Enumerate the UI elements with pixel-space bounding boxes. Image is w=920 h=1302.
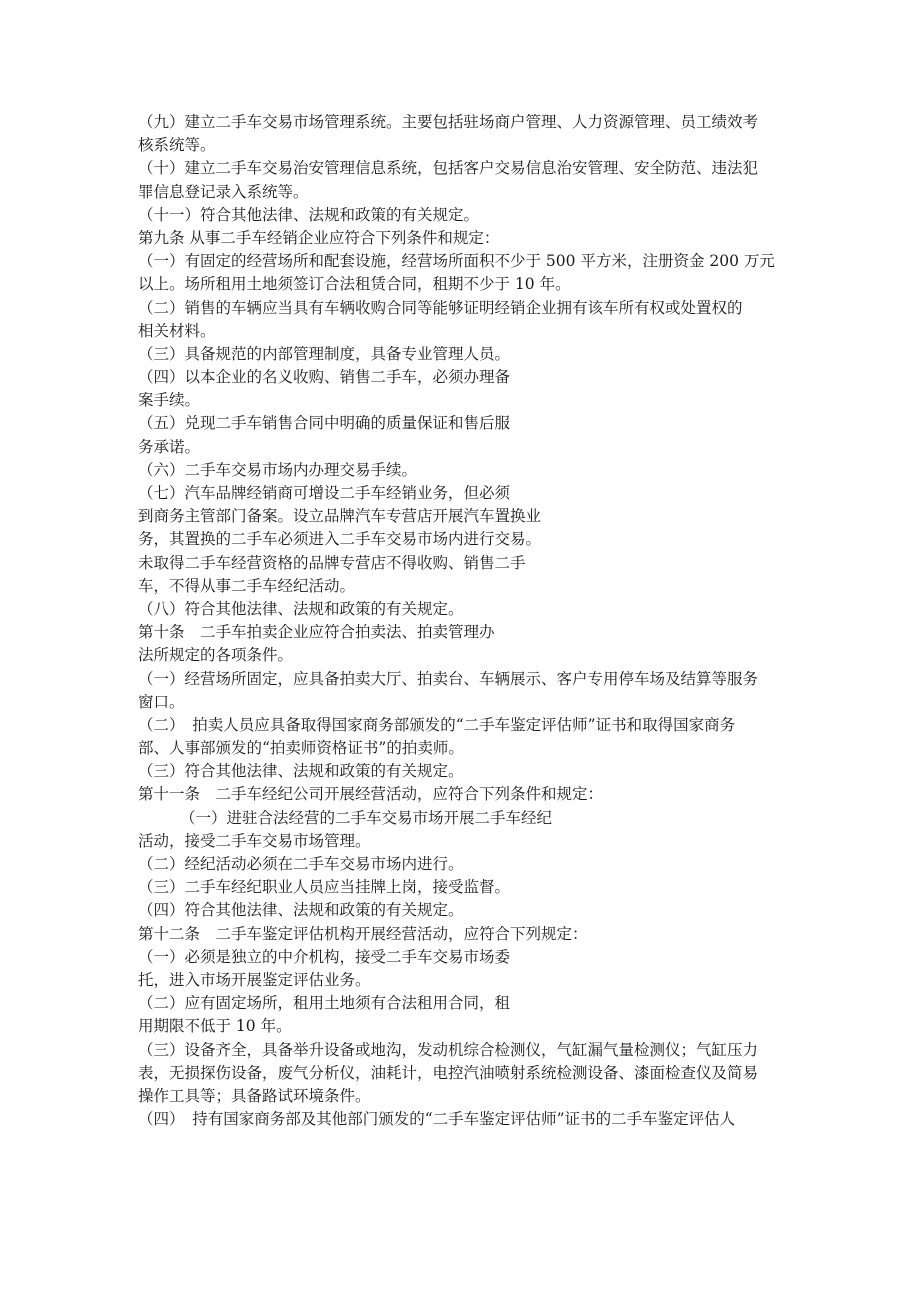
text-line: （十一）符合其他法律、法规和政策的有关规定。 — [138, 205, 480, 224]
text-line: 车，不得从事二手车经纪活动。 — [138, 576, 356, 595]
text-line: 法所规定的各项条件。 — [138, 646, 294, 665]
text-line: 托，进入市场开展鉴定评估业务。 — [138, 970, 371, 989]
text-line: （五）兑现二手车销售合同中明确的质量保证和售后服 — [138, 414, 511, 433]
text-line: （八）符合其他法律、法规和政策的有关规定。 — [138, 599, 464, 618]
text-line: （二）应有固定场所，租用土地须有合法租用合同，租 — [138, 994, 511, 1013]
text-line: 活动，接受二手车交易市场管理。 — [138, 831, 371, 850]
text-line: 用期限不低于 10 年。 — [138, 1017, 292, 1036]
text-line: （一）有固定的经营场所和配套设施，经营场所面积不少于 500 平方米，注册资金 200 万元 — [138, 252, 775, 271]
text-line: 表，无损探伤设备，废气分析仪，油耗计，电控汽油喷射系统检测设备、漆面检查仪及简易 — [138, 1063, 759, 1082]
text-line: （十）建立二手车交易治安管理信息系统，包括客户交易信息治安管理、安全防范、违法犯 — [138, 159, 759, 178]
text-line: （三）具备规范的内部管理制度，具备专业管理人员。 — [138, 344, 511, 363]
text-line: （四）符合其他法律、法规和政策的有关规定。 — [138, 901, 464, 920]
text-line: （一）必须是独立的中介机构，接受二手车交易市场委 — [138, 947, 511, 966]
text-line: 部、人事部颁发的“拍卖师资格证书”的拍卖师。 — [138, 739, 464, 758]
text-line: （三）设备齐全，具备举升设备或地沟，发动机综合检测仪，气缸漏气量检测仪；气缸压力 — [138, 1040, 759, 1059]
text-line: 案手续。 — [138, 391, 201, 410]
text-line: （三）二手车经纪职业人员应当挂牌上岗，接受监督。 — [138, 878, 511, 897]
text-line: （二）销售的车辆应当具有车辆收购合同等能够证明经销企业拥有该车所有权或处置权的 — [138, 298, 743, 317]
text-line: （九）建立二手车交易市场管理系统。主要包括驻场商户管理、人力资源管理、员工绩效考 — [138, 113, 759, 131]
text-line: 务承诺。 — [138, 437, 201, 456]
text-line: （三）符合其他法律、法规和政策的有关规定。 — [138, 762, 464, 781]
text-line: 未取得二手车经营资格的品牌专营店不得收购、销售二手 — [138, 553, 526, 572]
text-line: （四） 持有国家商务部及其他部门颁发的“二手车鉴定评估师”证书的二手车鉴定评估人 — [138, 1110, 736, 1129]
text-line: （四）以本企业的名义收购、销售二手车，必须办理备 — [138, 368, 511, 387]
document-body — [138, 111, 788, 1131]
text-line: 罪信息登记录入系统等。 — [138, 182, 309, 201]
text-line: 务，其置换的二手车必须进入二手车交易市场内进行交易。 — [138, 530, 542, 549]
article-heading: 第九条 从事二手车经销企业应符合下列条件和规定： — [138, 228, 500, 247]
text-line: （七）汽车品牌经销商可增设二手车经销业务，但必须 — [138, 484, 511, 502]
article-heading: 第十二条 二手车鉴定评估机构开展经营活动，应符合下列规定： — [138, 924, 588, 943]
article-heading: 第十条 二手车拍卖企业应符合拍卖法、拍卖管理办 — [138, 623, 495, 642]
text-line: （二） 拍卖人员应具备取得国家商务部颁发的“二手车鉴定评估师”证书和取得国家商务 — [138, 715, 736, 734]
text-line: （二）经纪活动必须在二手车交易市场内进行。 — [138, 855, 464, 873]
article-heading: 第十一条 二手车经纪公司开展经营活动，应符合下列条件和规定： — [138, 785, 604, 804]
text-line: 到商务主管部门备案。设立品牌汽车专营店开展汽车置换业 — [138, 507, 542, 526]
text-line: 以上。场所租用土地须签订合法租赁合同，租期不少于 10 年。 — [138, 275, 571, 294]
text-line: （一）经营场所固定，应具备拍卖大厅、拍卖台、车辆展示、客户专用停车场及结算等服务 — [138, 669, 759, 688]
text-line: 核系统等。 — [138, 136, 216, 155]
text-line: 窗口。 — [138, 692, 185, 711]
text-line: 相关材料。 — [138, 321, 216, 340]
text-line: （一）进驻合法经营的二手车交易市场开展二手车经纪 — [180, 808, 553, 827]
text-line: 操作工具等；具备路试环境条件。 — [138, 1086, 371, 1105]
text-line: （六）二手车交易市场内办理交易手续。 — [138, 460, 418, 479]
